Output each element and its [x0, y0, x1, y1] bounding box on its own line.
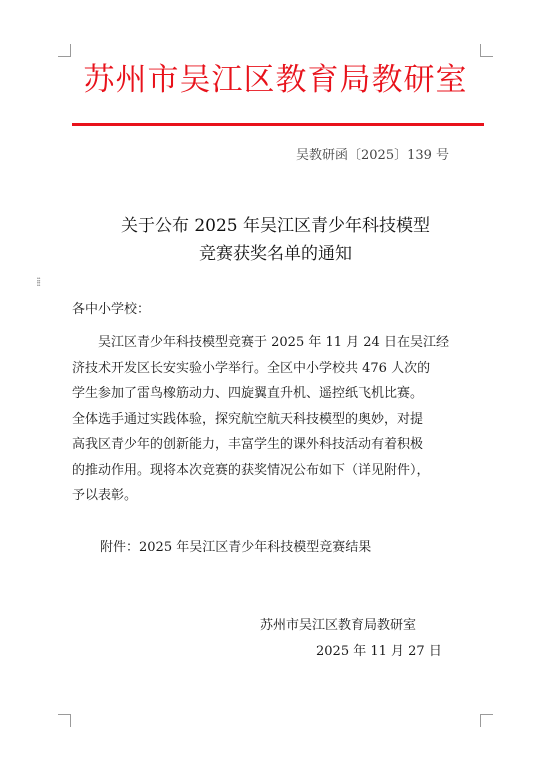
- drag-handle-icon[interactable]: ⁞⁞: [36, 275, 40, 290]
- salutation: 各中小学校：: [72, 302, 151, 317]
- document-number: 吴教研函〔2025〕139 号: [296, 148, 450, 163]
- notice-title-line-1: 关于公布 2025 年吴江区青少年科技模型: [120, 216, 431, 236]
- body-line: 吴江区青少年科技模型竞赛于 2025 年 11 月 24 日在吴江经: [98, 335, 449, 350]
- signature-date: 2025 年 11 月 27 日: [316, 644, 442, 659]
- signature-org: 苏州市吴江区教育局教研室: [260, 618, 417, 633]
- body-line: 全体选手通过实践体验，探究航空航天科技模型的奥妙，对提: [72, 411, 424, 427]
- body-line: 济技术开发区长安实验小学举行。全区中小学校共 476 人次的: [72, 360, 431, 376]
- header-divider-line: [72, 123, 484, 126]
- page-corner-mark-bottom-left: [58, 714, 71, 727]
- page-corner-mark-bottom-right: [480, 714, 493, 727]
- body-paragraph: [72, 330, 484, 509]
- body-line: 学生参加了雷鸟橡筋动力、四旋翼直升机、遥控纸飞机比赛。: [72, 386, 424, 401]
- body-line: 的推动作用。现将本次竞赛的获奖情况公布如下（详见附件），: [72, 462, 430, 478]
- attachment-note: 附件：2025 年吴江区青少年科技模型竞赛结果: [100, 540, 372, 555]
- document-header-org: 苏州市吴江区教育局教研室: [83, 62, 468, 98]
- body-line: 予以表彰。: [72, 488, 138, 503]
- notice-title-line-2: 竞赛获奖名单的通知: [199, 244, 352, 264]
- notice-title: [0, 212, 551, 268]
- page-corner-mark-top-right: [480, 44, 493, 57]
- body-line: 高我区青少年的创新能力，丰富学生的课外科技活动有着积极: [72, 437, 424, 452]
- page-corner-mark-top-left: [58, 44, 71, 57]
